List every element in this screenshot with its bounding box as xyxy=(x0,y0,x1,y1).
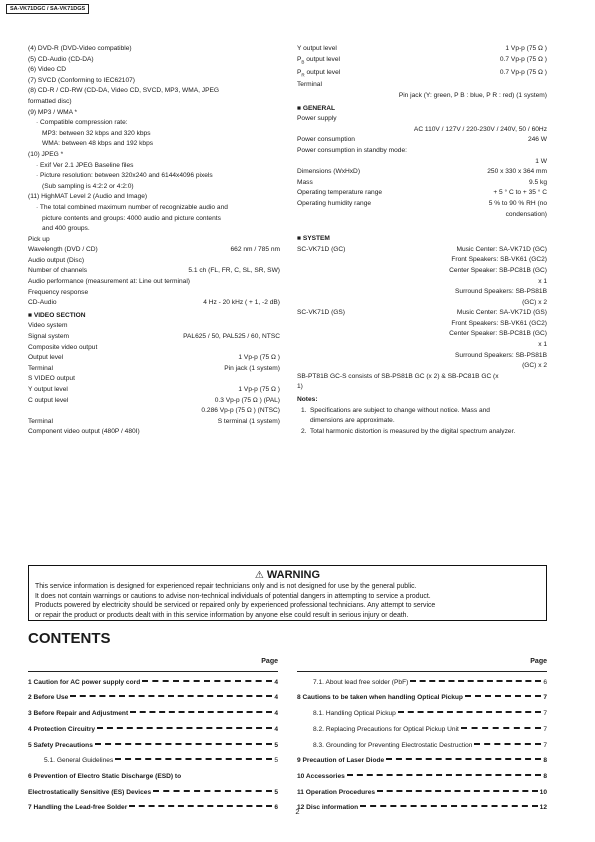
toc-entry-label: 12 Disc information xyxy=(297,804,359,812)
toc-entry[interactable] xyxy=(297,675,547,691)
spec-row xyxy=(28,385,280,396)
warning-title: WARNING xyxy=(266,569,321,581)
system-component: x 1 xyxy=(538,341,547,349)
spec-row xyxy=(297,167,547,178)
toc-entry-label: 8.2. Replacing Precautions for Optical Pickup Unit xyxy=(313,725,459,733)
toc-entry-page: 7 xyxy=(543,710,547,718)
system-gc xyxy=(297,245,547,309)
note-text: Specifications are subject to change without notice. Mass and dimensions are approximate. xyxy=(310,406,490,425)
pb-rest: output level xyxy=(304,55,340,63)
warning-line: or repair the product or products dealt with in this service information by anyone else could result in serious injury or death. xyxy=(35,611,409,619)
toc-entry-page: 5 xyxy=(274,741,278,749)
spec-line: · Exif Ver 2.1 JPEG Baseline files xyxy=(36,161,134,169)
toc-entry[interactable] xyxy=(28,706,278,722)
toc-entry-page: 8 xyxy=(543,772,547,780)
toc-leader xyxy=(153,787,272,792)
spec-value: + 5 ° C to + 35 ° C xyxy=(493,189,547,197)
toc-entry-page: 4 xyxy=(274,725,278,733)
spec-line: · The total combined maximum number of recognizable audio and xyxy=(36,203,228,211)
spec-line: Video system xyxy=(28,322,68,330)
toc-leader xyxy=(465,692,541,697)
toc-entry[interactable] xyxy=(297,753,547,769)
toc-right xyxy=(297,654,547,816)
spec-line: Audio output (Disc) xyxy=(28,256,85,264)
toc-entry-page: 4 xyxy=(274,694,278,702)
spec-line: Terminal xyxy=(297,81,322,89)
spec-line: Audio performance (measurement at: Line out terminal) xyxy=(28,278,190,286)
toc-entry-page: 10 xyxy=(539,788,547,796)
toc-entry-label: 5 Safety Precautions xyxy=(28,741,93,749)
pr-rest: output level xyxy=(304,68,341,76)
system-model: SC-VK71D (GC) xyxy=(297,245,346,253)
pb-subscript: B xyxy=(301,58,305,64)
spec-row xyxy=(297,55,547,68)
system-components xyxy=(407,308,547,372)
note-number: 2. xyxy=(301,427,307,435)
toc-leader xyxy=(97,724,272,729)
toc-entry-label: 8 Cautions to be taken when handling Optical Pickup xyxy=(297,694,463,702)
spec-row xyxy=(297,178,547,189)
toc-entry[interactable] xyxy=(28,753,278,769)
spec-key: Operating humidity range xyxy=(297,199,372,207)
contents-title: CONTENTS xyxy=(28,630,111,647)
toc-entry-page: 8 xyxy=(543,757,547,765)
toc-leader xyxy=(115,755,272,760)
spec-row xyxy=(28,353,280,364)
spec-value: 662 nm / 785 nm xyxy=(230,246,280,254)
toc-leader xyxy=(70,692,272,697)
section-heading-system: ■ SYSTEM xyxy=(297,235,330,243)
spec-value: 0.286 Vp-p (75 Ω ) (NTSC) xyxy=(201,407,280,415)
note-number: 1. xyxy=(301,406,307,414)
system-component: Music Center: SA-VK71D (GS) xyxy=(456,309,547,317)
spec-left-column xyxy=(28,44,280,438)
toc-entry-label: 7.1. About lead free solder (PbF) xyxy=(313,678,409,686)
spec-key: CD-Audio xyxy=(28,299,57,307)
spec-row xyxy=(28,266,280,277)
toc-leader xyxy=(347,771,542,776)
toc-entry-label: 3 Before Repair and Adjustment xyxy=(28,710,129,718)
spec-line: SB-PT81B GC-S consists of SB-PS81B GC (x 2) & SB-PC81B GC (x xyxy=(297,372,499,380)
toc-entry-label: 11 Operation Procedures xyxy=(297,788,376,796)
spec-key: Mass xyxy=(297,178,313,186)
toc-entry[interactable] xyxy=(28,785,278,801)
toc-leader xyxy=(386,755,541,760)
system-component: Surround Speakers: SB-PS81B xyxy=(455,351,547,359)
warning-line: Products powered by electricity should be serviced or repaired only by experienced professional technicians. Any attempt to service xyxy=(35,602,436,610)
system-component: Music Center: SA-VK71D (GC) xyxy=(456,245,547,253)
toc-entry-page: 7 xyxy=(543,694,547,702)
spec-row xyxy=(28,417,280,428)
spec-value: 4 Hz - 20 kHz ( + 1, -2 dB) xyxy=(203,299,280,307)
system-gs xyxy=(297,308,547,372)
toc-entry-label: 6 Prevention of Electro Static Discharge (ESD) to xyxy=(28,772,182,780)
pr-letter: P xyxy=(297,68,302,76)
spec-key: Number of channels xyxy=(28,267,88,275)
spec-line: · Compatible compression rate: xyxy=(36,119,128,127)
spec-value: 0.3 Vp-p (75 Ω ) (PAL) xyxy=(214,396,280,404)
toc-entry-label: 1 Caution for AC power supply cord xyxy=(28,678,141,686)
spec-line: Composite video output xyxy=(28,343,98,351)
toc-leader xyxy=(95,740,272,745)
toc-entry-page: 12 xyxy=(539,804,547,812)
spec-line: (6) Video CD xyxy=(28,66,66,74)
spec-line: (7) SVCD (Conforming to IEC62107) xyxy=(28,76,136,84)
spec-value: 246 W xyxy=(527,136,547,144)
system-components xyxy=(407,245,547,309)
toc-divider xyxy=(297,671,547,672)
warning-heading xyxy=(35,569,540,582)
toc-list xyxy=(28,675,278,816)
spec-line: Component video output (480P / 480I) xyxy=(28,428,140,436)
system-component: Center Speaker: SB-PC81B (GC) xyxy=(449,266,547,274)
toc-entry[interactable] xyxy=(297,785,547,801)
pr-subscript: R xyxy=(301,71,305,77)
toc-entry[interactable] xyxy=(28,738,278,754)
toc-entry[interactable] xyxy=(28,769,278,785)
toc-leader xyxy=(410,677,541,682)
spec-line: (4) DVD-R (DVD-Video compatible) xyxy=(28,45,132,52)
spec-key: Terminal xyxy=(28,364,53,372)
warning-box xyxy=(28,565,547,621)
toc-leader xyxy=(474,740,541,745)
spec-key: Operating temperature range xyxy=(297,189,383,197)
spec-row xyxy=(297,44,547,55)
spec-value: 1 Vp-p (75 Ω ) xyxy=(238,386,280,393)
spec-line: Power supply xyxy=(297,115,337,123)
system-component: x 1 xyxy=(538,277,547,285)
toc-page-label: Page xyxy=(261,658,278,665)
spec-key xyxy=(297,55,340,68)
system-component: Surround Speakers: SB-PS81B xyxy=(455,288,547,296)
spec-key: C output level xyxy=(28,396,69,404)
note-text: Total harmonic distortion is measured by the digital spectrum analyzer. xyxy=(310,427,516,435)
spec-line: MP3: between 32 kbps and 320 kbps xyxy=(42,129,151,137)
toc-entry-page: 4 xyxy=(274,678,278,686)
spec-line: WMA: between 48 kbps and 192 kbps xyxy=(42,140,154,148)
spec-row xyxy=(297,199,547,210)
toc-entry[interactable] xyxy=(297,769,547,785)
spec-row xyxy=(297,68,547,81)
toc-leader xyxy=(461,724,541,729)
toc-entry[interactable] xyxy=(297,722,547,738)
system-component: (GC) x 2 xyxy=(522,362,547,370)
toc-entry-label: 7 Handling the Lead-free Solder xyxy=(28,804,128,812)
spec-line: (8) CD-R / CD-RW (CD-DA, Video CD, SVCD, MP3, WMA, JPEG xyxy=(28,87,219,95)
spec-line: Frequency response xyxy=(28,288,89,296)
pb-letter: P xyxy=(297,55,302,63)
toc-leader xyxy=(130,708,272,713)
toc-entry-label: 2 Before Use xyxy=(28,694,69,702)
toc-entry[interactable] xyxy=(28,675,278,691)
warning-triangle-icon: ⚠ xyxy=(254,570,264,581)
spec-value: 0.7 Vp-p (75 Ω ) xyxy=(499,68,547,76)
spec-line: S VIDEO output xyxy=(28,375,75,383)
toc-entry-label: 8.1. Handling Optical Pickup xyxy=(313,710,396,718)
system-component: Center Speaker: SB-PC81B (GC) xyxy=(449,330,547,338)
spec-key: Signal system xyxy=(28,333,70,341)
toc-entry[interactable] xyxy=(297,690,547,706)
spec-line: (9) MP3 / WMA * xyxy=(28,108,78,116)
toc-entry-page: 5 xyxy=(274,788,278,796)
warning-line: This service information is designed for experienced repair technicians only and is not designed for use by the general public. xyxy=(35,583,417,590)
spec-value: 5 % to 90 % RH (no xyxy=(488,199,547,207)
system-component: Front Speakers: SB-VK61 (GC2) xyxy=(451,319,547,327)
warning-line: It does not contain warnings or cautions to advise non-technical individuals of potential dangers in attempting to service a product. xyxy=(35,592,431,600)
spec-value: 1 Vp-p (75 Ω ) xyxy=(505,45,547,52)
toc-entry[interactable] xyxy=(297,738,547,754)
toc-leader xyxy=(398,708,541,713)
spec-line: formatted disc) xyxy=(28,97,72,105)
toc-entry-label: 4 Protection Circuitry xyxy=(28,725,96,733)
section-heading-general: ■ GENERAL xyxy=(297,104,336,112)
spec-key: Dimensions (WxHxD) xyxy=(297,168,361,176)
spec-value: 5.1 ch (FL, FR, C, SL, SR, SW) xyxy=(188,267,280,275)
toc-entry-label: 5.1. General Guidelines xyxy=(44,757,114,765)
model-header: SA-VK71DGC / SA-VK71DGS xyxy=(6,4,89,14)
spec-line: (11) HighMAT Level 2 (Audio and Image) xyxy=(28,193,148,201)
toc-entry-page: 7 xyxy=(543,725,547,733)
spec-line: (10) JPEG * xyxy=(28,150,64,158)
note-item xyxy=(297,406,547,427)
spec-line: (5) CD-Audio (CD-DA) xyxy=(28,55,94,63)
spec-key: Wavelength (DVD / CD) xyxy=(28,246,98,254)
spec-line: Pick up xyxy=(28,235,50,243)
spec-line: and 400 groups. xyxy=(42,225,90,233)
toc-entry-page: 7 xyxy=(543,741,547,749)
spec-key: Terminal xyxy=(28,417,53,425)
spec-row xyxy=(297,135,547,146)
spec-value: PAL625 / 50, PAL525 / 60, NTSC xyxy=(183,333,280,341)
spec-value: 1 Vp-p (75 Ω ) xyxy=(238,354,280,362)
spec-line: · Picture resolution: between 320x240 and 6144x4096 pixels xyxy=(36,172,213,180)
toc-entry-label: 8.3. Grounding for Preventing Electrostatic Destruction xyxy=(313,741,473,749)
spec-key: Output level xyxy=(28,354,64,362)
toc-leader xyxy=(142,677,272,682)
toc-entry[interactable] xyxy=(297,706,547,722)
spec-row xyxy=(28,298,280,309)
toc-entry-label: 10 Accessories xyxy=(297,772,345,780)
spec-value: Pin jack (1 system) xyxy=(224,364,280,372)
spec-right-column xyxy=(297,44,547,437)
page-number: 2 xyxy=(295,807,300,816)
spec-row xyxy=(28,396,280,407)
toc-entry-page: 6 xyxy=(274,804,278,812)
spec-value: 1 W xyxy=(535,157,547,165)
note-item xyxy=(297,427,547,438)
spec-value: 0.7 Vp-p (75 Ω ) xyxy=(499,55,547,63)
spec-value: S terminal (1 system) xyxy=(217,417,280,425)
spec-key: Y output level xyxy=(297,45,337,52)
toc-list xyxy=(297,675,547,816)
spec-key: Y output level xyxy=(28,386,68,393)
toc-entry-page: 5 xyxy=(274,757,278,765)
toc-entry-label: 9 Precaution of Laser Diode xyxy=(297,757,385,765)
spec-row xyxy=(28,332,280,343)
spec-value: Pin jack (Y: green, P B : blue, P R : red) (1 system) xyxy=(398,92,547,99)
toc-entry[interactable] xyxy=(28,722,278,738)
spacer xyxy=(297,220,547,232)
system-component: (GC) x 2 xyxy=(522,298,547,306)
spec-row xyxy=(28,245,280,256)
spec-value: 250 x 330 x 364 mm xyxy=(487,168,547,176)
spec-line: picture contents and groups: 4000 audio and picture contents xyxy=(42,214,221,222)
spec-value: AC 110V / 127V / 220-230V / 240V, 50 / 60Hz xyxy=(413,125,547,133)
toc-page-label: Page xyxy=(530,658,547,665)
notes-title: Notes: xyxy=(297,396,318,404)
spec-value: 9.5 kg xyxy=(529,178,547,186)
toc-entry-page: 6 xyxy=(543,678,547,686)
spec-row xyxy=(28,364,280,375)
system-component: Front Speakers: SB-VK61 (GC2) xyxy=(451,256,547,264)
toc-entry-label: Electrostatically Sensitive (ES) Devices xyxy=(28,788,152,796)
spec-key: Power consumption xyxy=(297,136,355,144)
spec-line: Power consumption in standby mode: xyxy=(297,146,407,154)
spec-line: (Sub sampling is 4:2:2 or 4:2:0) xyxy=(42,182,134,190)
spec-row xyxy=(297,188,547,199)
toc-entry-page: 4 xyxy=(274,710,278,718)
toc-leader xyxy=(377,787,538,792)
toc-divider xyxy=(28,671,278,672)
toc-left xyxy=(28,654,278,816)
section-heading-video: ■ VIDEO SECTION xyxy=(28,311,86,319)
spec-value: condensation) xyxy=(505,210,547,218)
system-model: SC-VK71D (GS) xyxy=(297,309,345,317)
spec-line: 1) xyxy=(297,383,303,391)
spec-key xyxy=(297,68,340,81)
toc-entry[interactable] xyxy=(28,690,278,706)
